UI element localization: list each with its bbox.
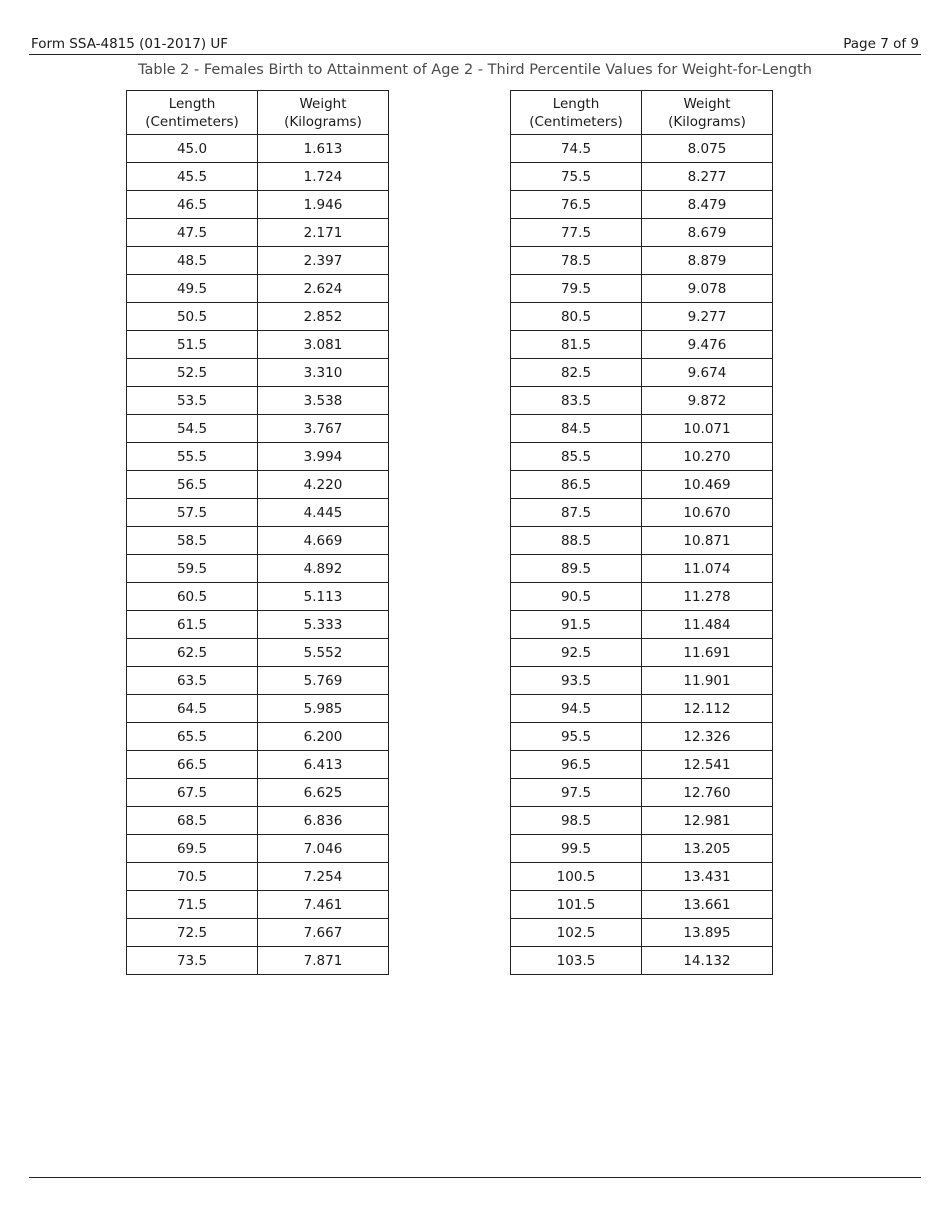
length-cell: 76.5: [511, 191, 642, 219]
table-row: [511, 639, 773, 667]
page-header: [29, 36, 921, 55]
weight-cell: 6.200: [258, 723, 389, 751]
weight-header-unit: (Kilograms): [284, 113, 362, 130]
length-cell: 84.5: [511, 415, 642, 443]
length-cell: 81.5: [511, 331, 642, 359]
table-row: [127, 275, 389, 303]
table-row: [127, 219, 389, 247]
length-cell: 88.5: [511, 527, 642, 555]
length-cell: 56.5: [127, 471, 258, 499]
weight-cell: 12.760: [642, 779, 773, 807]
table-row: [511, 163, 773, 191]
weight-cell: 10.071: [642, 415, 773, 443]
weight-cell: 7.254: [258, 863, 389, 891]
table-row: [511, 611, 773, 639]
weight-cell: 6.836: [258, 807, 389, 835]
weight-cell: 4.220: [258, 471, 389, 499]
table-row: [511, 471, 773, 499]
table-row: [511, 863, 773, 891]
length-cell: 49.5: [127, 275, 258, 303]
weight-cell: 11.484: [642, 611, 773, 639]
table-row: [127, 723, 389, 751]
table-row: [511, 219, 773, 247]
table-header-row: [511, 91, 773, 135]
table-row: [127, 667, 389, 695]
length-cell: 70.5: [127, 863, 258, 891]
weight-cell: 7.667: [258, 919, 389, 947]
table-row: [511, 191, 773, 219]
weight-cell: 8.075: [642, 135, 773, 163]
length-header-unit: (Centimeters): [529, 113, 623, 130]
table-row: [511, 359, 773, 387]
length-cell: 46.5: [127, 191, 258, 219]
weight-cell: 12.112: [642, 695, 773, 723]
weight-cell: 3.767: [258, 415, 389, 443]
weight-cell: 10.469: [642, 471, 773, 499]
table-row: [127, 499, 389, 527]
weight-cell: 3.310: [258, 359, 389, 387]
length-cell: 57.5: [127, 499, 258, 527]
weight-cell: 2.624: [258, 275, 389, 303]
length-cell: 96.5: [511, 751, 642, 779]
weight-cell: 11.901: [642, 667, 773, 695]
length-cell: 62.5: [127, 639, 258, 667]
weight-cell: 12.326: [642, 723, 773, 751]
length-cell: 75.5: [511, 163, 642, 191]
length-cell: 73.5: [127, 947, 258, 975]
length-cell: 79.5: [511, 275, 642, 303]
table-body: [127, 135, 389, 975]
length-cell: 91.5: [511, 611, 642, 639]
length-cell: 95.5: [511, 723, 642, 751]
length-cell: 64.5: [127, 695, 258, 723]
table-row: [127, 863, 389, 891]
table-header-row: [127, 91, 389, 135]
table-row: [127, 695, 389, 723]
length-cell: 90.5: [511, 583, 642, 611]
length-cell: 85.5: [511, 443, 642, 471]
weight-cell: 13.895: [642, 919, 773, 947]
form-id: Form SSA-4815 (01-2017) UF: [31, 36, 229, 52]
table-row: [511, 331, 773, 359]
weight-cell: 10.871: [642, 527, 773, 555]
weight-cell: 8.879: [642, 247, 773, 275]
weight-cell: 3.081: [258, 331, 389, 359]
weight-cell: 8.679: [642, 219, 773, 247]
table-row: [127, 611, 389, 639]
table-row: [127, 639, 389, 667]
weight-cell: 2.171: [258, 219, 389, 247]
length-cell: 77.5: [511, 219, 642, 247]
length-cell: 50.5: [127, 303, 258, 331]
length-cell: 45.0: [127, 135, 258, 163]
length-cell: 78.5: [511, 247, 642, 275]
length-cell: 87.5: [511, 499, 642, 527]
table-row: [511, 835, 773, 863]
weight-column-header: [642, 91, 773, 135]
length-cell: 58.5: [127, 527, 258, 555]
table-row: [127, 527, 389, 555]
table-row: [127, 555, 389, 583]
weight-cell: 9.476: [642, 331, 773, 359]
table-row: [127, 835, 389, 863]
weight-cell: 13.661: [642, 891, 773, 919]
weight-cell: 1.946: [258, 191, 389, 219]
length-cell: 55.5: [127, 443, 258, 471]
length-cell: 101.5: [511, 891, 642, 919]
length-cell: 65.5: [127, 723, 258, 751]
table-row: [511, 275, 773, 303]
table-row: [511, 919, 773, 947]
table-row: [127, 191, 389, 219]
weight-cell: 9.277: [642, 303, 773, 331]
weight-cell: 5.552: [258, 639, 389, 667]
weight-cell: 5.333: [258, 611, 389, 639]
length-cell: 102.5: [511, 919, 642, 947]
weight-cell: 6.413: [258, 751, 389, 779]
table-row: [511, 947, 773, 975]
length-cell: 97.5: [511, 779, 642, 807]
weight-length-table-right: [510, 90, 773, 975]
length-cell: 54.5: [127, 415, 258, 443]
weight-cell: 13.205: [642, 835, 773, 863]
length-cell: 53.5: [127, 387, 258, 415]
table-row: [511, 303, 773, 331]
length-column-header: [511, 91, 642, 135]
table-row: [127, 387, 389, 415]
table-title: Table 2 - Females Birth to Attainment of Age 2 - Third Percentile Values for Weight-for-Length: [138, 62, 812, 78]
length-cell: 103.5: [511, 947, 642, 975]
length-cell: 83.5: [511, 387, 642, 415]
weight-cell: 4.669: [258, 527, 389, 555]
table-row: [511, 695, 773, 723]
length-header-unit: (Centimeters): [145, 113, 239, 130]
table-row: [511, 499, 773, 527]
table-row: [127, 247, 389, 275]
length-header-label: Length: [552, 95, 600, 112]
length-header-label: Length: [168, 95, 216, 112]
table-row: [127, 919, 389, 947]
length-column-header: [127, 91, 258, 135]
weight-cell: 8.277: [642, 163, 773, 191]
weight-cell: 1.724: [258, 163, 389, 191]
length-cell: 72.5: [127, 919, 258, 947]
weight-cell: 4.445: [258, 499, 389, 527]
length-cell: 92.5: [511, 639, 642, 667]
table-row: [127, 163, 389, 191]
weight-cell: 6.625: [258, 779, 389, 807]
length-cell: 67.5: [127, 779, 258, 807]
weight-cell: 14.132: [642, 947, 773, 975]
weight-header-unit: (Kilograms): [668, 113, 746, 130]
length-cell: 63.5: [127, 667, 258, 695]
length-cell: 61.5: [127, 611, 258, 639]
weight-cell: 12.981: [642, 807, 773, 835]
table-row: [511, 555, 773, 583]
table-row: [511, 807, 773, 835]
length-cell: 59.5: [127, 555, 258, 583]
length-cell: 60.5: [127, 583, 258, 611]
table-row: [511, 891, 773, 919]
weight-cell: 2.397: [258, 247, 389, 275]
table-row: [511, 415, 773, 443]
table-body: [511, 135, 773, 975]
length-cell: 98.5: [511, 807, 642, 835]
length-cell: 80.5: [511, 303, 642, 331]
weight-cell: 7.046: [258, 835, 389, 863]
length-cell: 89.5: [511, 555, 642, 583]
weight-cell: 12.541: [642, 751, 773, 779]
weight-cell: 9.674: [642, 359, 773, 387]
length-cell: 99.5: [511, 835, 642, 863]
table-row: [511, 667, 773, 695]
table-row: [511, 527, 773, 555]
length-cell: 51.5: [127, 331, 258, 359]
table-row: [127, 415, 389, 443]
table-row: [511, 135, 773, 163]
weight-length-table-left: [126, 90, 389, 975]
weight-cell: 9.078: [642, 275, 773, 303]
table-row: [511, 751, 773, 779]
weight-cell: 2.852: [258, 303, 389, 331]
length-cell: 93.5: [511, 667, 642, 695]
footer-divider: [29, 1177, 921, 1178]
table-row: [511, 723, 773, 751]
weight-cell: 7.461: [258, 891, 389, 919]
length-cell: 68.5: [127, 807, 258, 835]
table-row: [127, 359, 389, 387]
weight-cell: 11.278: [642, 583, 773, 611]
table-row: [511, 583, 773, 611]
table-row: [127, 807, 389, 835]
weight-cell: 10.270: [642, 443, 773, 471]
length-cell: 94.5: [511, 695, 642, 723]
table-row: [127, 779, 389, 807]
weight-cell: 4.892: [258, 555, 389, 583]
weight-cell: 1.613: [258, 135, 389, 163]
weight-column-header: [258, 91, 389, 135]
page-number: Page 7 of 9: [843, 36, 919, 52]
table-row: [127, 303, 389, 331]
length-cell: 52.5: [127, 359, 258, 387]
weight-cell: 11.074: [642, 555, 773, 583]
table-row: [511, 247, 773, 275]
length-cell: 45.5: [127, 163, 258, 191]
weight-cell: 3.538: [258, 387, 389, 415]
table-row: [511, 443, 773, 471]
weight-cell: 8.479: [642, 191, 773, 219]
table-row: [127, 331, 389, 359]
table-row: [127, 947, 389, 975]
weight-cell: 10.670: [642, 499, 773, 527]
weight-cell: 7.871: [258, 947, 389, 975]
length-cell: 71.5: [127, 891, 258, 919]
weight-header-label: Weight: [683, 95, 731, 112]
length-cell: 66.5: [127, 751, 258, 779]
table-row: [127, 583, 389, 611]
table-row: [127, 471, 389, 499]
weight-header-label: Weight: [299, 95, 347, 112]
table-row: [127, 135, 389, 163]
length-cell: 74.5: [511, 135, 642, 163]
length-cell: 48.5: [127, 247, 258, 275]
weight-cell: 5.769: [258, 667, 389, 695]
length-cell: 86.5: [511, 471, 642, 499]
table-row: [511, 779, 773, 807]
weight-cell: 5.113: [258, 583, 389, 611]
weight-cell: 5.985: [258, 695, 389, 723]
weight-cell: 13.431: [642, 863, 773, 891]
table-row: [511, 387, 773, 415]
table-row: [127, 891, 389, 919]
length-cell: 100.5: [511, 863, 642, 891]
weight-cell: 9.872: [642, 387, 773, 415]
weight-cell: 3.994: [258, 443, 389, 471]
weight-cell: 11.691: [642, 639, 773, 667]
table-row: [127, 751, 389, 779]
length-cell: 47.5: [127, 219, 258, 247]
length-cell: 69.5: [127, 835, 258, 863]
table-row: [127, 443, 389, 471]
length-cell: 82.5: [511, 359, 642, 387]
